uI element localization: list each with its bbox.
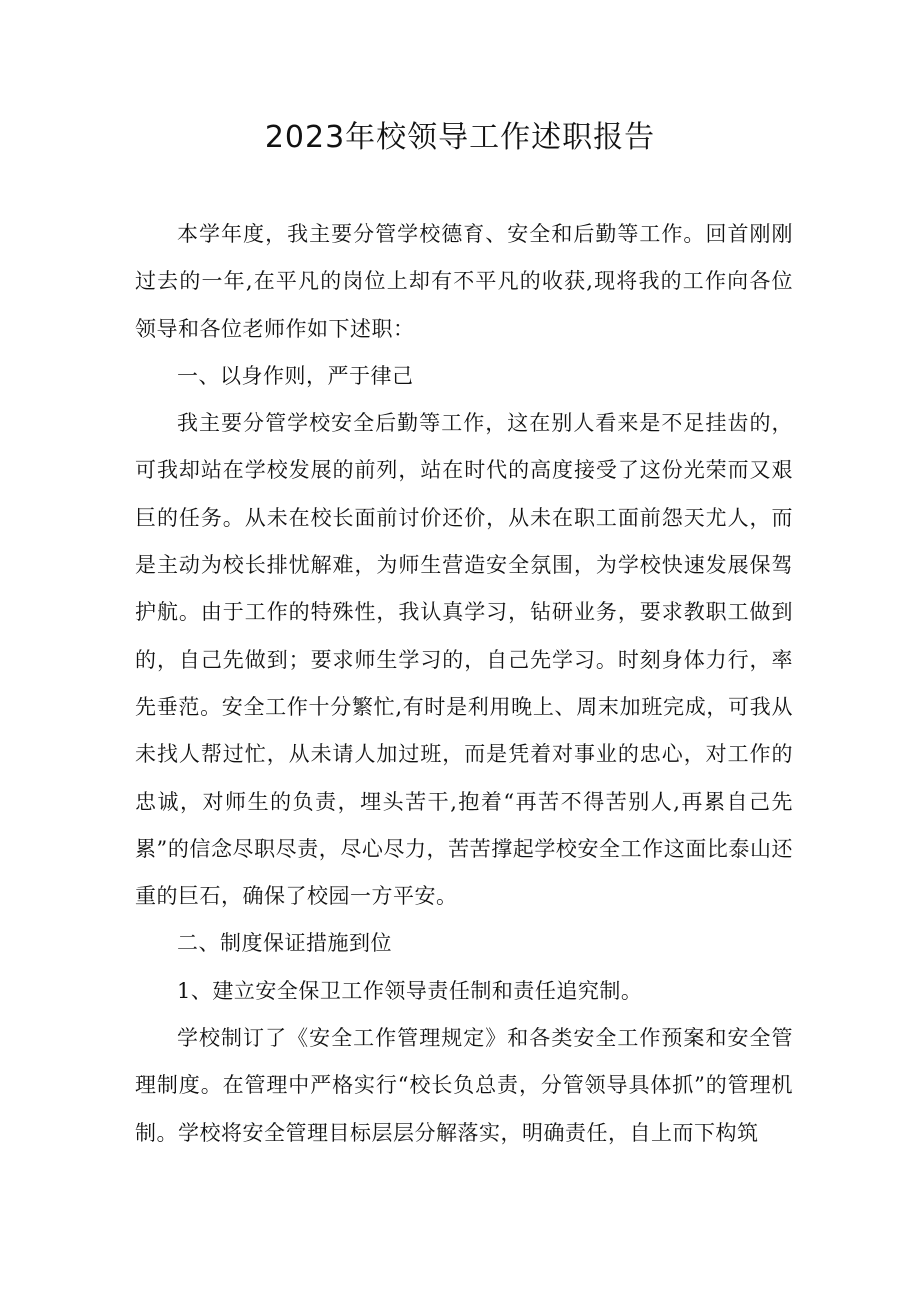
section-heading-2: 二、制度保证措施到位: [177, 931, 392, 956]
document-title: 2023年校领导工作述职报告: [264, 120, 656, 155]
subsection-heading-1: 1、建立安全保卫工作领导责任制和责任追究制。: [177, 978, 643, 1003]
document-body: [135, 211, 793, 1157]
intro-paragraph: 本学年度，我主要分管学校德育、安全和后勤等工作。回首刚刚过去的一年,在平凡的岗位上却有不平凡的收获,现将我的工作向各位领导和各位老师作如下述职：: [135, 222, 793, 341]
section-1-paragraph: 我主要分管学校安全后勤等工作，这在别人看来是不足挂齿的，可我却站在学校发展的前列，站在时代的高度接受了这份光荣而又艰巨的任务。从未在校长面前讨价还价，从未在职工面前怨天尤人，而是主动为校长排忧解难，为师生营造安全氛围，为学校快速发展保驾护航。由于工作的特殊性，我认真学习，钻研业务，要求教职工做到的，自己先做到；要求师生学习的，自己先学习。时刻身体力行，率先垂范。安全工作十分繁忙,有时是利用晚上、周末加班完成，可我从未找人帮过忙，从未请人加过班，而是凭着对事业的忠心，对工作的忠诚，对师生的负责，埋头苦干,抱着“再苦不得苦别人,再累自己先累”的信念尽职尽责，尽心尽力，苦苦撑起学校安全工作这面比泰山还重的巨石，确保了校园一方平安。: [135, 411, 793, 909]
subsection-1-paragraph: 学校制订了《安全工作管理规定》和各类安全工作预案和安全管理制度。在管理中严格实行“校长负总责，分管领导具体抓”的管理机制。学校将安全管理目标层层分解落实，明确责任，自上而下构筑: [135, 1026, 793, 1145]
section-heading-1: 一、以身作则，严于律己: [177, 363, 414, 388]
